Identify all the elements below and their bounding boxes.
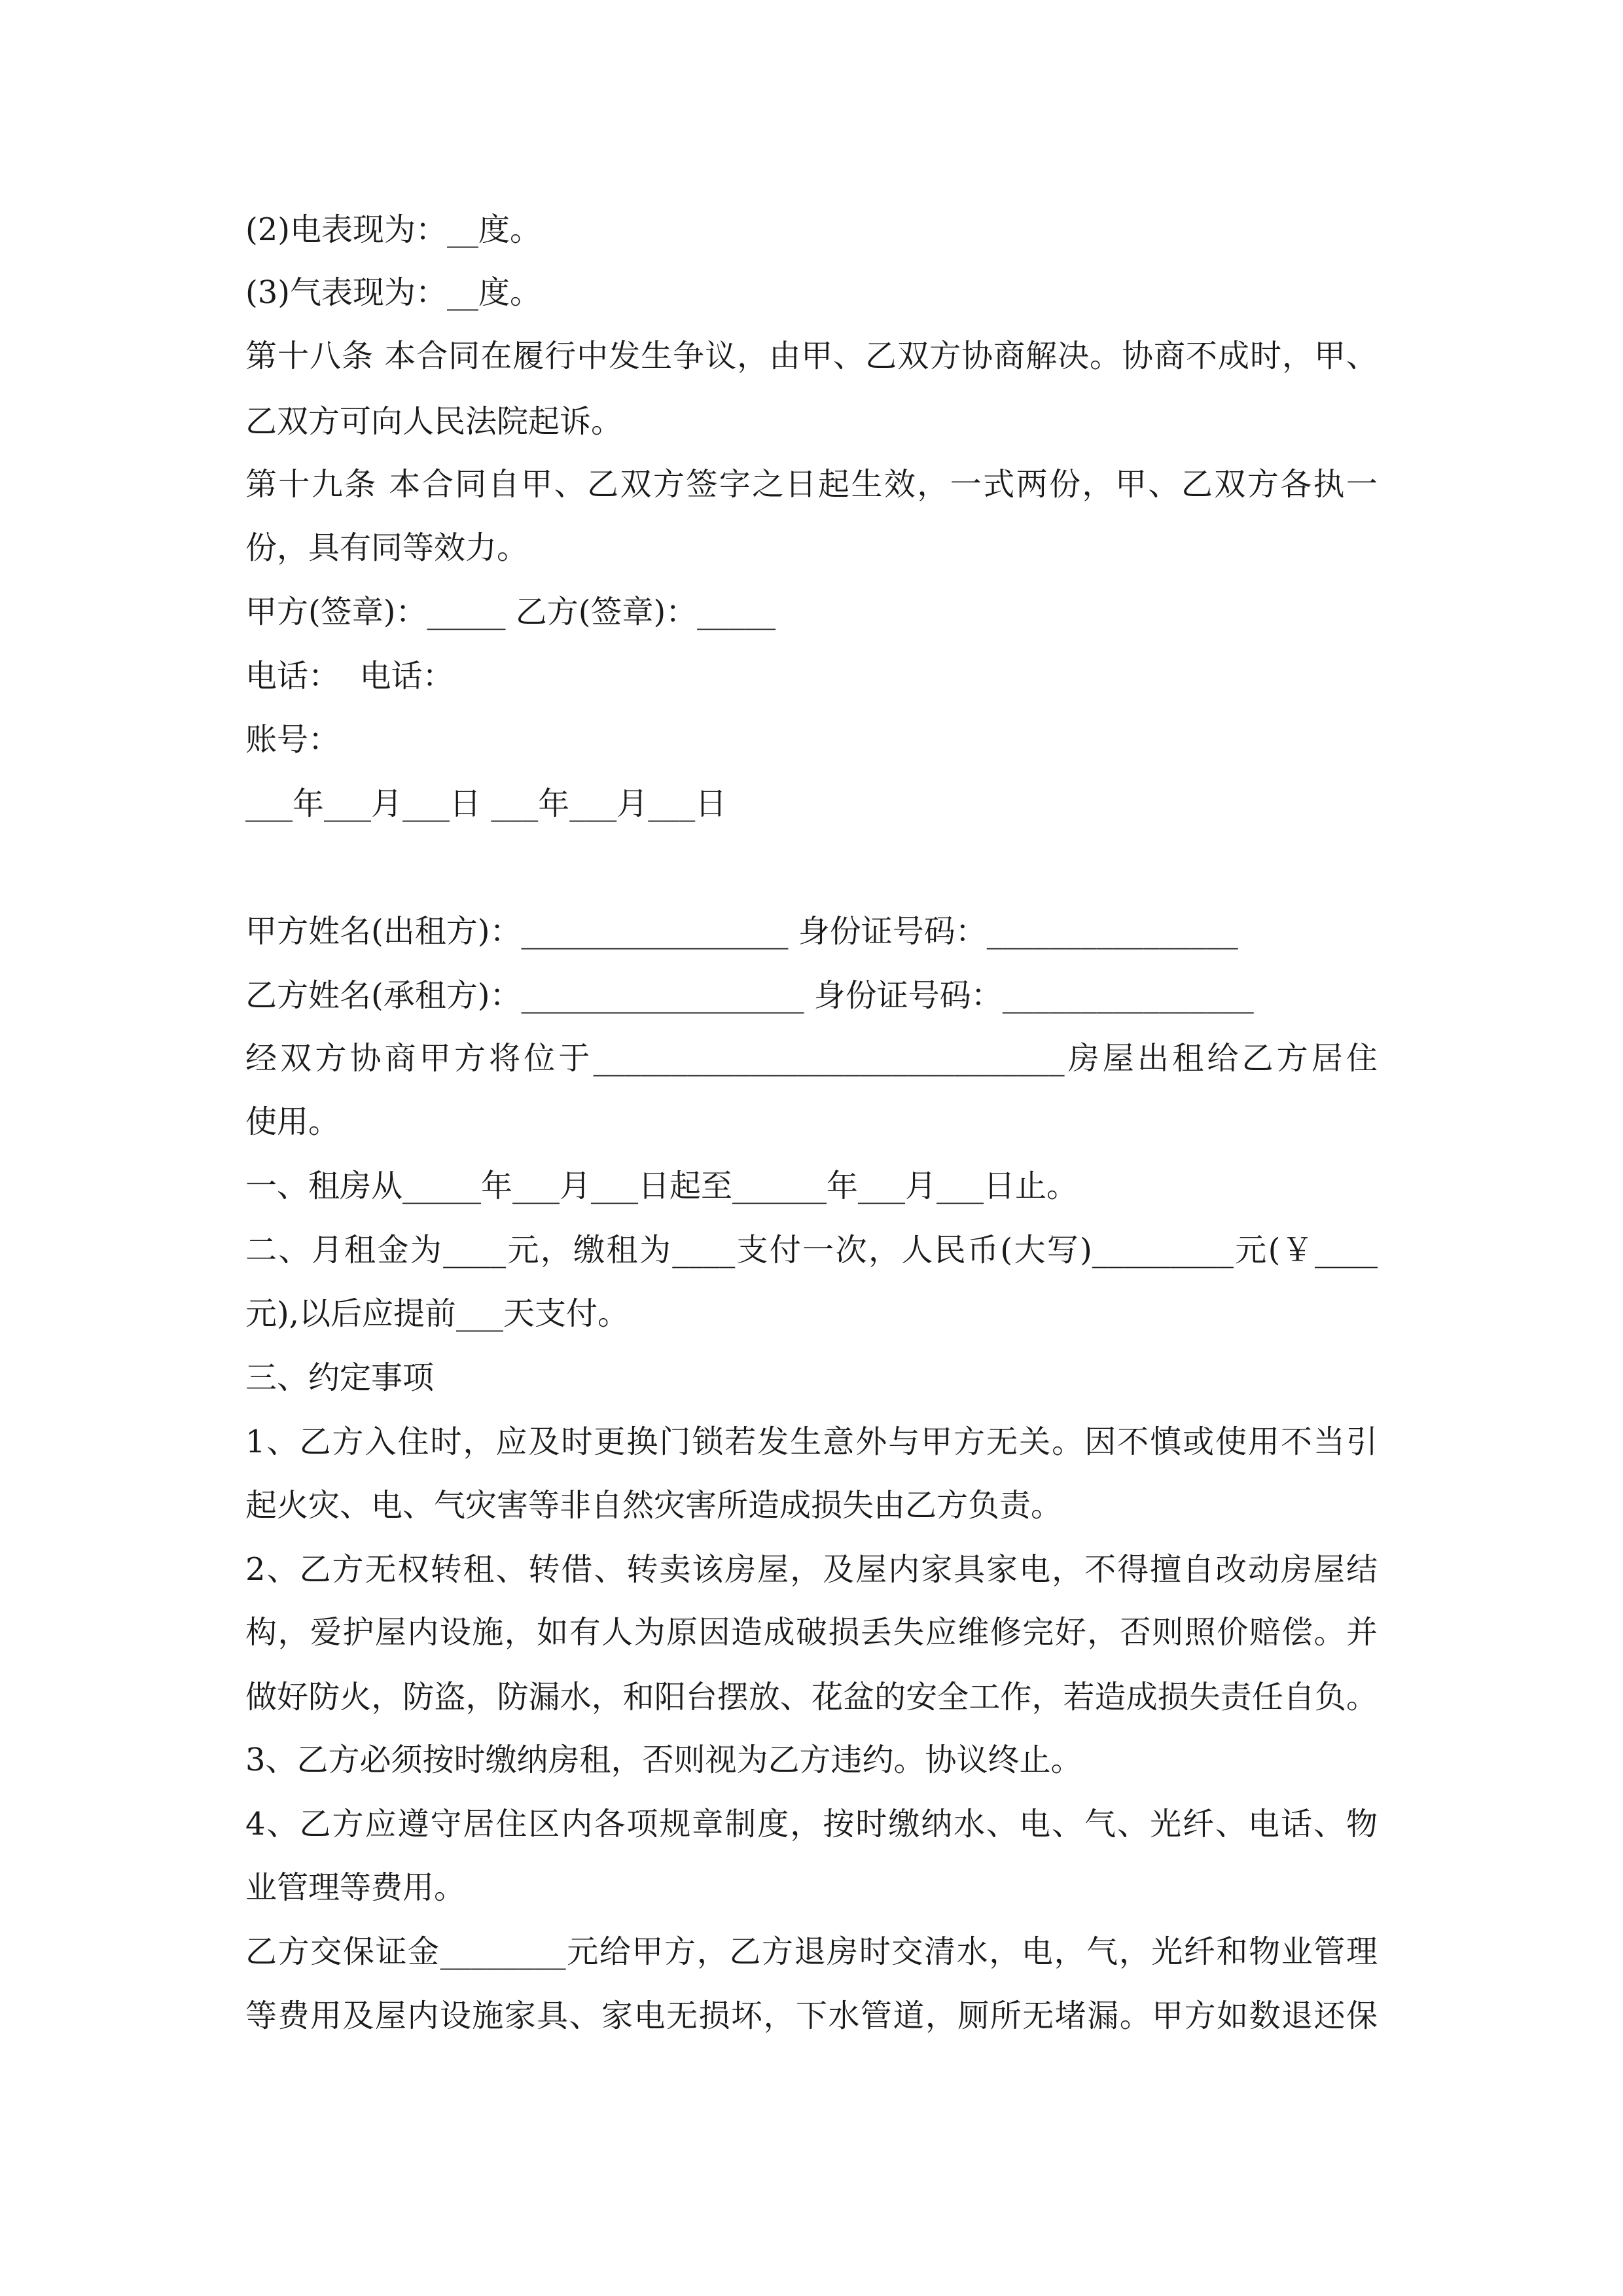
document-line: 份，具有同等效力。	[245, 529, 529, 566]
document-line: 一、租房从_____年___月___日起至______年___月___日止。	[245, 1168, 1079, 1204]
document-line: 4、乙方应遵守居住区内各项规章制度，按时缴纳水、电、气、光纤、电话、物	[245, 1806, 1378, 1842]
document-line: 乙方姓名(承租方)：__________________ 身份证号码：________________	[245, 977, 1254, 1014]
document-line: ___年___月___日 ___年___月___日	[245, 785, 727, 822]
document-line: 乙方交保证金________元给甲方，乙方退房时交清水，电，气，光纤和物业管理	[245, 1933, 1378, 1970]
document-line: 乙双方可向人民法院起诉。	[245, 403, 623, 440]
document-line: 三、约定事项	[245, 1359, 435, 1396]
document-line: 构，爱护屋内设施，如有人为原因造成破损丢失应维修完好，否则照价赔偿。并	[245, 1614, 1378, 1651]
document-line: 使用。	[245, 1103, 340, 1140]
document-line: 第十八条 本合同在履行中发生争议，由甲、乙双方协商解决。协商不成时，甲、	[245, 338, 1378, 374]
document-line: 二、月租金为____元，缴租为____支付一次，人民币(大写)_________元(￥____	[245, 1232, 1378, 1268]
document-line: 电话： 电话：	[245, 658, 454, 694]
document-line: 1、乙方入住时，应及时更换门锁若发生意外与甲方无关。因不慎或使用不当引	[245, 1424, 1378, 1460]
document-line: 起火灾、电、气灾害等非自然灾害所造成损失由乙方负责。	[245, 1487, 1063, 1524]
document-line: 做好防火，防盗，防漏水，和阳台摆放、花盆的安全工作，若造成损失责任自负。	[245, 1679, 1378, 1715]
document-line: 甲方(签章)：_____ 乙方(签章)：_____	[245, 594, 776, 630]
document-line: 元),以后应提前___天支付。	[245, 1295, 629, 1332]
document-line: 账号：	[245, 721, 340, 758]
document-line: 业管理等费用。	[245, 1869, 466, 1906]
document-line: 3、乙方必须按时缴纳房租，否则视为乙方违约。协议终止。	[245, 1742, 1082, 1778]
document-line: 等费用及屋内设施家具、家电无损坏，下水管道，厕所无堵漏。甲方如数退还保	[245, 1998, 1378, 2034]
document-line: 经双方协商甲方将位于______________________________房屋出租给乙方居住	[245, 1040, 1378, 1077]
document-line: (2)电表现为：__度。	[245, 211, 541, 248]
document-line: (3)气表现为：__度。	[245, 274, 541, 311]
document-line: 第十九条 本合同自甲、乙双方签字之日起生效，一式两份，甲、乙双方各执一	[245, 466, 1378, 503]
document-line: 甲方姓名(出租方)：_________________ 身份证号码：________________	[245, 913, 1238, 950]
document-line: 2、乙方无权转租、转借、转卖该房屋，及屋内家具家电，不得擅自改动房屋结	[245, 1551, 1378, 1588]
